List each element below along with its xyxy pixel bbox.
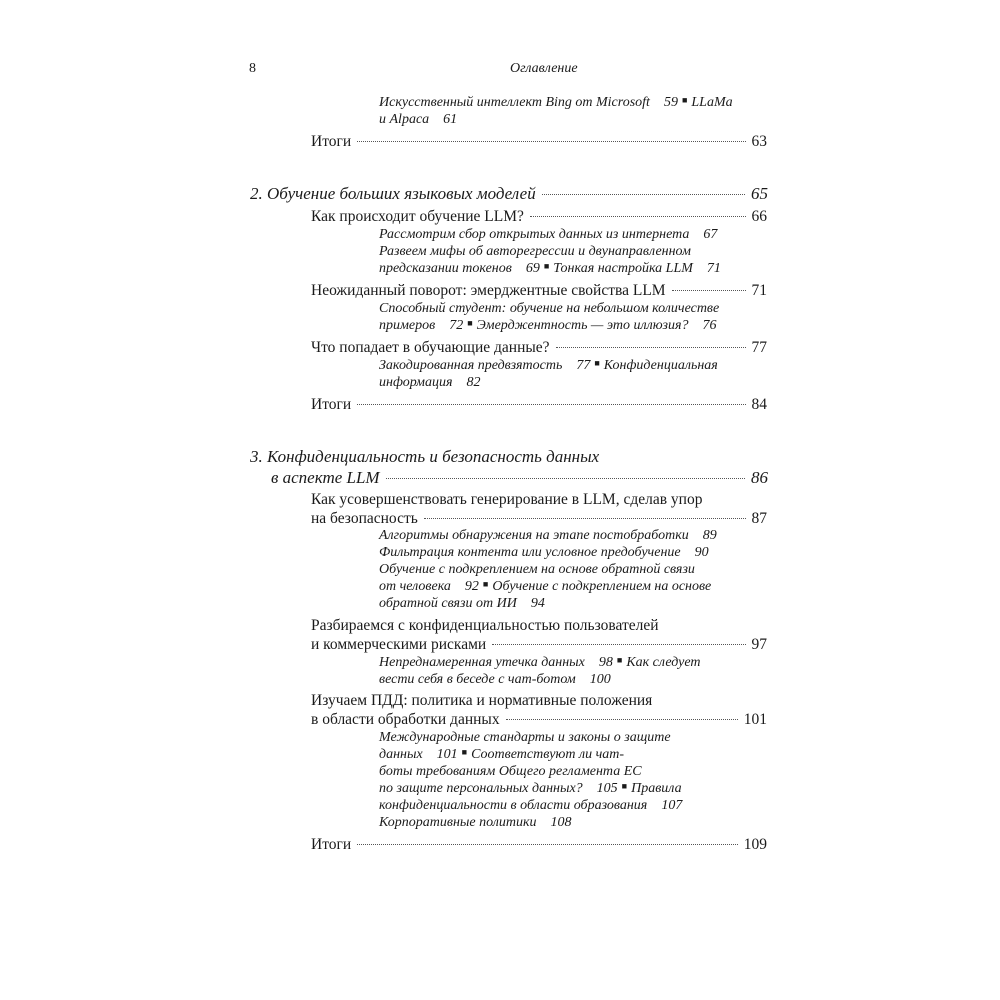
toc-subentries [379, 244, 691, 260]
toc-subentry: примеров [379, 318, 436, 333]
toc-entry-summary[interactable] [311, 133, 767, 151]
toc-subentry: Искусственный интеллект Bing от Microsoft [379, 95, 650, 110]
toc-page-ref: 82 [466, 375, 481, 390]
leader-dots [357, 844, 738, 845]
leader-dots [424, 518, 746, 519]
toc-section[interactable] [311, 282, 767, 300]
toc-subentry: Закодированная предвзятость [379, 358, 563, 373]
chapter-title[interactable]: 3. Конфиденциальность и безопасность данных [250, 447, 600, 466]
toc-page-ref: 89 [702, 528, 717, 543]
toc-subentries [379, 764, 642, 780]
leader-dots [492, 644, 745, 645]
toc-page-ref: 61 [443, 112, 458, 127]
toc-subentries [379, 261, 721, 277]
toc-subentry: Корпоративные политики [379, 815, 537, 830]
toc-page-ref: 59 [663, 95, 678, 110]
toc-entry-label: Как происходит обучение LLM? [311, 208, 524, 225]
toc-entry-summary[interactable] [311, 396, 767, 414]
toc-subentries [379, 579, 711, 595]
leader-dots [556, 347, 746, 348]
toc-subentry: обратной связи от ИИ [379, 596, 517, 611]
bullet-separator-icon: ■ [461, 747, 468, 757]
leader-dots [357, 141, 745, 142]
toc-subentry: Международные стандарты и законы о защите [379, 730, 671, 745]
toc-page-ref: 84 [751, 396, 767, 413]
toc-page-ref: 65 [751, 184, 768, 203]
toc-entry-label: Что попадает в обучающие данные? [311, 339, 550, 356]
toc-entry-label: и коммерческими рисками [311, 636, 487, 653]
toc-page-ref: 94 [530, 596, 545, 611]
toc-subentry: Непреднамеренная утечка данных [379, 655, 585, 670]
toc-entry-label: Итоги [311, 396, 352, 413]
toc-subentries [379, 112, 457, 128]
toc-entry-label: Итоги [311, 133, 352, 150]
toc-page-ref: 87 [751, 510, 767, 527]
toc-subentries [379, 95, 733, 111]
toc-subentry: Эмерджентность — это иллюзия? [476, 318, 689, 333]
toc-section[interactable] [311, 510, 767, 528]
toc-subentries [379, 747, 624, 763]
toc-subentry: Тонкая настройка LLM [553, 261, 693, 276]
toc-subentry: Обучение с подкреплением на основе [492, 579, 712, 594]
toc-chapter-2[interactable] [250, 184, 768, 204]
toc-section[interactable] [311, 711, 767, 729]
toc-subentries [379, 545, 709, 561]
toc-section[interactable]: Разбираемся с конфиденциальностью пользователей [311, 617, 659, 634]
toc-subentries [379, 301, 719, 317]
toc-entry-label: на безопасность [311, 510, 418, 527]
toc-page-ref: 86 [751, 468, 768, 487]
toc-section[interactable] [311, 636, 767, 654]
toc-subentry: Алгоритмы обнаружения на этапе постобработки [379, 528, 689, 543]
toc-page-ref: 97 [751, 636, 767, 653]
toc-page-ref: 100 [589, 672, 611, 687]
toc-subentries [379, 318, 717, 334]
toc-subentries [379, 227, 717, 243]
toc-subentry: и Alpaca [379, 112, 430, 127]
bullet-separator-icon: ■ [467, 318, 473, 328]
toc-subentries [379, 375, 480, 391]
toc-subentry: Рассмотрим сбор открытых данных из интернета [379, 227, 690, 242]
bullet-separator-icon: ■ [482, 579, 489, 589]
toc-subentries [379, 672, 611, 688]
toc-page-ref: 98 [598, 655, 613, 670]
toc-chapter-3[interactable] [271, 468, 768, 488]
toc-subentries [379, 655, 700, 671]
running-title: Оглавление [510, 61, 578, 76]
toc-entry-label: в области обработки данных [311, 711, 500, 728]
chapter-title: в аспекте LLM [271, 468, 380, 487]
leader-dots [357, 404, 745, 405]
toc-subentry: Обучение с подкреплением на основе обратной связи [379, 562, 695, 577]
toc-subentry: по защите персональных данных? [379, 781, 583, 796]
toc-subentries [379, 730, 671, 746]
toc-subentry: от человека [379, 579, 451, 594]
bullet-separator-icon: ■ [621, 781, 628, 791]
leader-dots [386, 478, 745, 479]
toc-subentry: Правила [631, 781, 682, 796]
toc-subentry: информация [379, 375, 453, 390]
toc-page-ref: 107 [661, 798, 683, 813]
leader-dots [672, 290, 746, 291]
toc-subentry: конфиденциальности в области образования [379, 798, 648, 813]
toc-section[interactable]: Как усовершенствовать генерированиe в LLM, сделав упор [311, 491, 703, 508]
toc-page-ref: 63 [751, 133, 767, 150]
toc-entry-summary[interactable] [311, 836, 767, 854]
toc-subentries [379, 358, 718, 374]
toc-subentry: вести себя в беседе с чат-ботом [379, 672, 576, 687]
toc-section[interactable] [311, 339, 767, 357]
toc-page-ref: 101 [743, 711, 767, 728]
toc-page-ref: 105 [596, 781, 618, 796]
toc-subentry: Как следует [626, 655, 701, 670]
toc-page-ref: 66 [751, 208, 767, 225]
toc-section[interactable]: Изучаем ПДД: политика и нормативные положения [311, 692, 653, 709]
chapter-title: 2. Обучение больших языковых моделей [250, 184, 536, 203]
toc-entry-label: Итоги [311, 836, 352, 853]
toc-subentry: Соответствуют ли чат- [471, 747, 625, 762]
toc-page-ref: 92 [464, 579, 479, 594]
toc-subentries [379, 562, 695, 578]
toc-page-ref: 69 [525, 261, 540, 276]
bullet-separator-icon: ■ [594, 358, 600, 368]
toc-subentry: данных [379, 747, 423, 762]
page-number: 8 [249, 61, 256, 76]
toc-subentry: LLaMa [691, 95, 733, 110]
toc-subentries [379, 815, 572, 831]
toc-page-ref: 67 [703, 227, 718, 242]
toc-page-ref: 76 [702, 318, 717, 333]
toc-subentries [379, 798, 682, 814]
toc-section[interactable] [311, 208, 767, 226]
leader-dots [506, 719, 738, 720]
bullet-separator-icon: ■ [543, 261, 550, 271]
toc-subentry: предсказании токенов [379, 261, 512, 276]
toc-page-ref: 108 [550, 815, 572, 830]
bullet-separator-icon: ■ [681, 95, 688, 105]
toc-page-ref: 90 [694, 545, 709, 560]
toc-subentries [379, 528, 717, 544]
leader-dots [530, 216, 746, 217]
toc-page-ref: 77 [751, 339, 767, 356]
bullet-separator-icon: ■ [616, 655, 623, 665]
toc-page-ref: 71 [706, 261, 721, 276]
toc-page-ref: 77 [576, 358, 591, 373]
toc-subentry: Конфиденциальная [603, 358, 718, 373]
toc-page-ref: 109 [743, 836, 767, 853]
toc-subentries [379, 596, 545, 612]
toc-page-ref: 72 [449, 318, 464, 333]
toc-subentry: Развеем мифы об авторегрессии и двунаправленном [379, 244, 691, 259]
toc-subentries [379, 781, 682, 797]
toc-page-ref: 71 [751, 282, 767, 299]
toc-subentry: Способный студент: обучение на небольшом количестве [379, 301, 720, 316]
toc-subentry: Фильтрация контента или условное предобучение [379, 545, 681, 560]
toc-subentry: боты требованиям Общего регламента ЕС [379, 764, 642, 779]
leader-dots [542, 194, 745, 195]
toc-page-ref: 101 [436, 747, 458, 762]
toc-entry-label: Неожиданный поворот: эмерджентные свойства LLM [311, 282, 666, 299]
